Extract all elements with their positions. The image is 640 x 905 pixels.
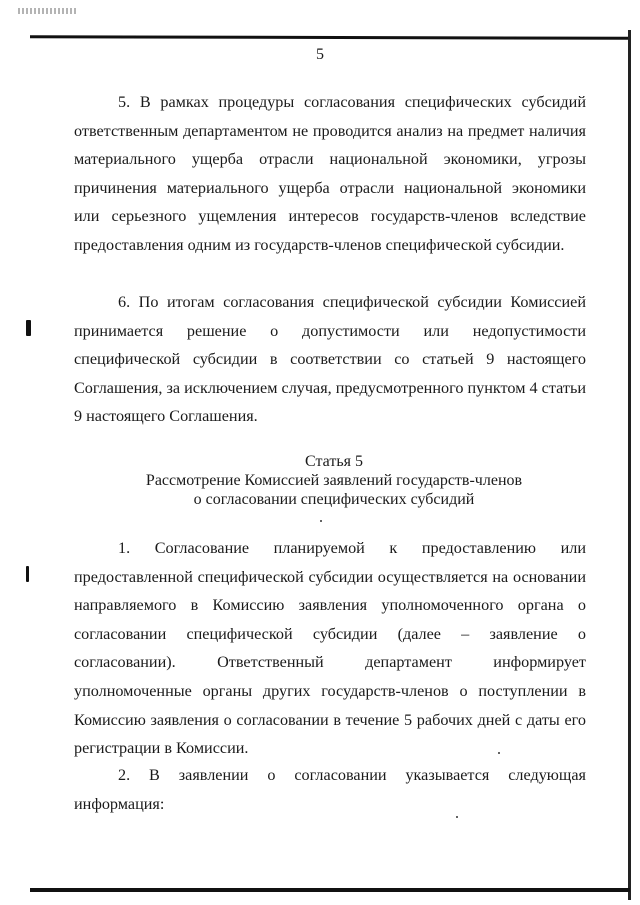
bottom-border-line [30, 888, 630, 892]
page-number: 5 [316, 46, 324, 63]
article-title-line-1: Рассмотрение Комиссией заявлений государств-членов [145, 472, 523, 489]
paragraph-item-1: 1. Согласование планируемой к предоставлению или предоставленной специфической субсидии осуществляется на основании направляемого в Комиссию заявления уполномоченного органа о согласовании специфической субсидии (далее – заявление о согласовании). Ответственный департамент информирует уполномоченные органы других государств-членов о поступлении в Комиссию заявления о согласовании в течение 5 рабочих дней с даты его регистрации в Комиссии. [74, 539, 586, 758]
scan-smudge [18, 8, 78, 14]
binding-hole-mark [26, 566, 29, 582]
paragraph-item-5: 5. В рамках процедуры согласования специфических субсидий ответственным департаментом не проводится анализ на предмет наличия материального ущерба отрасли национальной экономики, угрозы причинения материального ущерба отрасли национальной экономики или серьезного ущемления интересов государств-членов вследствие предоставления одним из государств-членов специфической субсидии. [74, 93, 586, 254]
top-border-line [30, 35, 628, 40]
paragraph-item-6: 6. По итогам согласования специфической субсидии Комиссией принимается решение о допустимости или недопустимости специфической субсидии в соответствии со статьей 9 настоящего Соглашения, за исключением случая, предусмотренного пунктом 4 статьи 9 настоящего Соглашения. [74, 293, 586, 426]
scan-speck [320, 520, 322, 522]
article-number: Статья 5 [305, 453, 363, 470]
binding-hole-mark [26, 320, 31, 336]
right-border-line [628, 30, 631, 900]
paragraph-item-2: 2. В заявлении о согласовании указывается следующая информация: [74, 766, 586, 813]
article-title-line-2: о согласовании специфических субсидий [193, 491, 475, 508]
